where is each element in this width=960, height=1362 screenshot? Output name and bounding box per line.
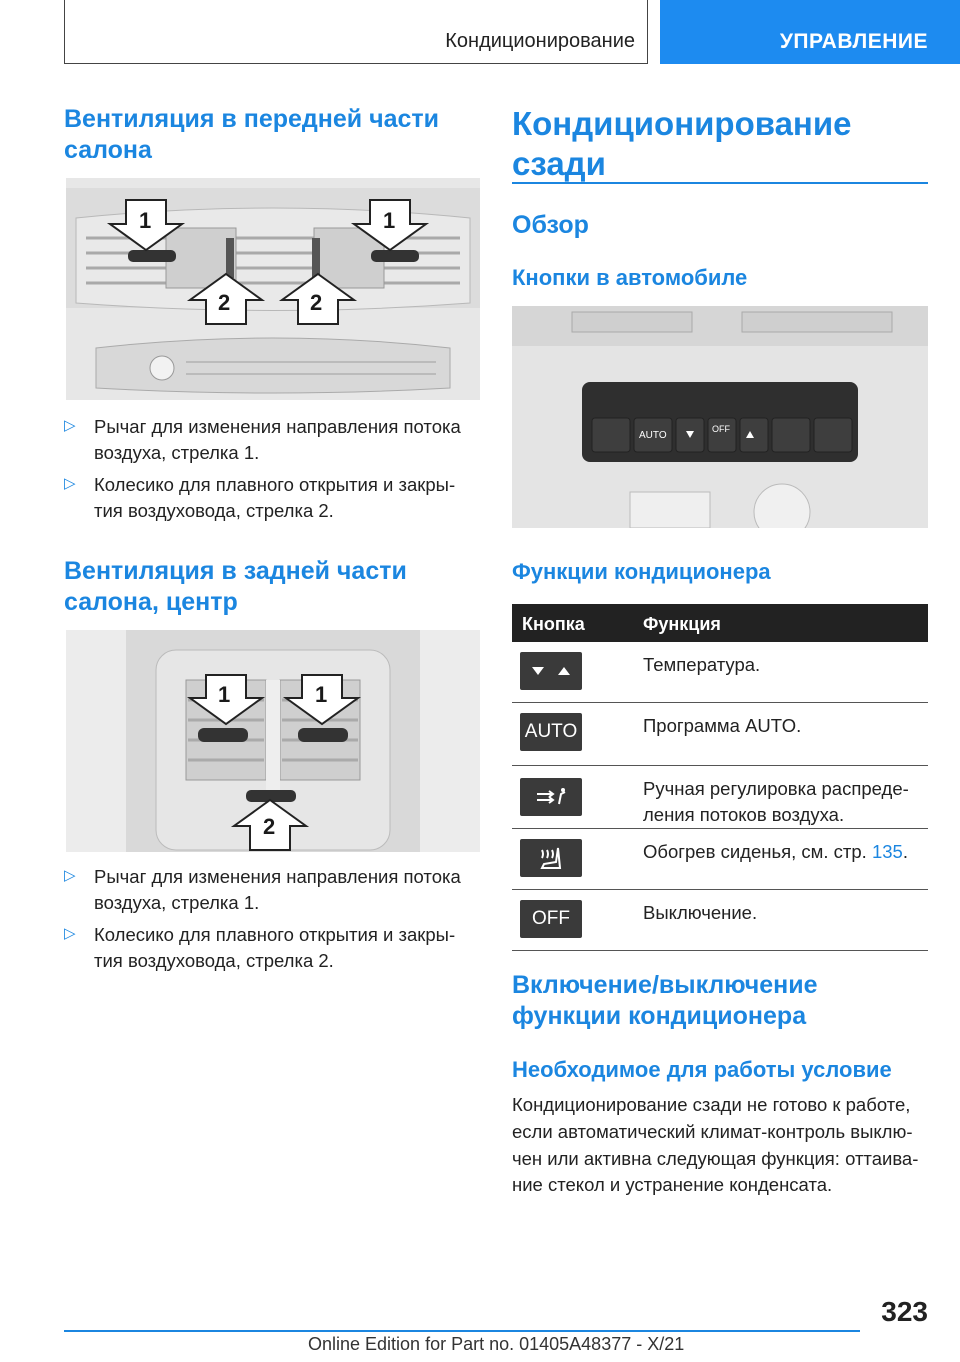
page-number: 323 — [881, 1296, 928, 1327]
panel-auto-label: AUTO — [639, 430, 667, 441]
heading-functions: Функции кондиционера — [512, 559, 771, 584]
function-text: Программа AUTO. — [643, 715, 802, 736]
heading-rear-ventilation: Вентиляция в задней части салона, центр — [64, 557, 407, 617]
heading-buttons: Кнопки в автомобиле — [512, 265, 748, 290]
function-text: Ручная регулировка распределения потоков воздуха. — [643, 778, 909, 825]
rear-climate-panel-photo — [512, 306, 928, 528]
function-text: Температура. — [643, 654, 761, 675]
rear-vents-photo — [66, 630, 480, 852]
heading-condition: Необходимое для работы условие — [512, 1057, 892, 1082]
air-distribution-icon — [520, 778, 582, 816]
functions-table — [512, 604, 928, 951]
condition-text: Кондиционирование сзади не готово к работе, если автоматический климат-контроль выключен или активна следующая функция: оттаивание стекол и устранение конденсата. — [512, 1094, 919, 1196]
arrow-label-2-right: 2 — [310, 290, 323, 315]
arrow-label-1-right: 1 — [383, 208, 396, 233]
footer-rule — [64, 1330, 860, 1332]
table-row — [512, 829, 928, 890]
heading-front-ventilation: Вентиляция в передней части салона — [64, 105, 440, 165]
heading-rule — [512, 182, 928, 184]
table-row — [512, 766, 928, 829]
function-text: Выключение. — [643, 902, 758, 923]
chapter-title: Кондиционирование — [445, 30, 635, 52]
function-text: Обогрев сиденья, см. стр. 135. — [643, 841, 908, 862]
list-item: ▷ Колесико для плавного открытия и закрытия воздуховода, стрелка 2. — [64, 474, 456, 521]
off-icon: OFF — [520, 900, 582, 938]
col-function-header: Функция — [643, 614, 721, 634]
temperature-arrows-icon — [520, 652, 582, 690]
heading-overview: Обзор — [512, 211, 589, 239]
table-row — [512, 890, 928, 951]
seat-heating-icon — [520, 839, 582, 877]
table-row — [512, 703, 928, 766]
table-header — [512, 604, 928, 642]
list-item: ▷ Рычаг для изменения направления потока воздуха, стрелка 1. — [64, 416, 461, 463]
footer-edition: Online Edition for Part no. 01405A48377 - X/21 — [308, 1334, 685, 1354]
chapter-header — [64, 0, 648, 64]
list-item: ▷ Рычаг для изменения направления потока воздуха, стрелка 1. — [64, 866, 461, 913]
page-link[interactable]: 135 — [871, 841, 903, 862]
section-title: УПРАВЛЕНИЕ — [779, 30, 928, 53]
arrow-label-1-left: 1 — [218, 682, 231, 707]
arrow-label-1-right: 1 — [315, 682, 328, 707]
arrow-label-1-left: 1 — [139, 208, 152, 233]
arrow-label-2-left: 2 — [218, 290, 231, 315]
auto-icon: AUTO — [520, 713, 582, 751]
list-item: ▷ Колесико для плавного открытия и закрытия воздуховода, стрелка 2. — [64, 924, 456, 971]
col-button-header: Кнопка — [522, 614, 585, 634]
panel-off-label: OFF — [712, 424, 730, 434]
arrow-label-2: 2 — [263, 814, 276, 839]
front-vents-photo — [66, 178, 480, 400]
table-row — [512, 642, 928, 703]
heading-onoff: Включение/выключение функции кондиционера — [512, 971, 818, 1031]
heading-rear-climate: Кондиционирование сзади — [512, 105, 852, 183]
section-tab[interactable] — [660, 0, 960, 64]
